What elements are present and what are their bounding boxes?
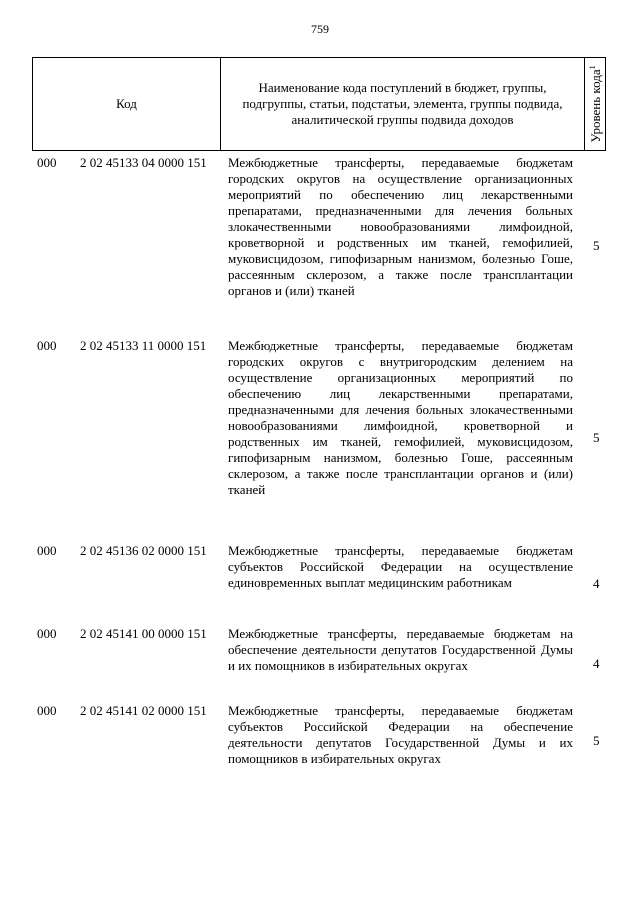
code-level: 4 xyxy=(593,576,600,591)
admin-code: 000 xyxy=(37,155,57,170)
admin-code: 000 xyxy=(37,703,57,718)
code-level: 5 xyxy=(593,430,600,445)
admin-code: 000 xyxy=(37,338,57,353)
header-level xyxy=(585,58,607,150)
admin-code: 000 xyxy=(37,543,57,558)
admin-code: 000 xyxy=(37,626,57,641)
income-code: 2 02 45133 04 0000 151 xyxy=(80,155,207,170)
income-code: 2 02 45133 11 0000 151 xyxy=(80,338,207,353)
header-level-text: Уровень кода xyxy=(588,69,604,143)
header-name: Наименование кода поступлений в бюджет, группы, подгруппы, статьи, подстатьи, элемента, группы подвида, аналитической группы подвида доходов xyxy=(221,58,585,150)
income-name: Межбюджетные трансферты, передаваемые бюджетам городских округов на осуществление организационных мероприятий по обеспечению лиц лекарственными препаратами, предназначенными для лечения больных злокачественными новообразованиями лимфоидной, кроветворной и родственных им тканей, гемофилией, муковисцидозом, гипофизарным нанизмом, болезнью Гоше, рассеянным склерозом, а также после трансплантации органов и (или) тканей xyxy=(228,155,573,298)
code-level: 5 xyxy=(593,238,600,253)
header-level-label xyxy=(588,65,604,142)
income-code: 2 02 45141 00 0000 151 xyxy=(80,626,207,641)
page-number: 759 xyxy=(311,22,329,36)
income-name: Межбюджетные трансферты, передаваемые бюджетам на обеспечение деятельности депутатов Государственной Думы и их помощников в избирательных округах xyxy=(228,626,573,673)
income-code: 2 02 45136 02 0000 151 xyxy=(80,543,207,558)
income-name: Межбюджетные трансферты, передаваемые бюджетам субъектов Российской Федерации на обеспечение деятельности депутатов Государственной Думы и их помощников в избирательных округах xyxy=(228,703,573,766)
code-level: 4 xyxy=(593,656,600,671)
income-name: Межбюджетные трансферты, передаваемые бюджетам субъектов Российской Федерации на осуществление единовременных выплат медицинским работникам xyxy=(228,543,573,590)
table-header xyxy=(32,57,606,151)
header-code: Код xyxy=(33,58,221,150)
footnote-mark: 1 xyxy=(587,65,597,70)
code-level: 5 xyxy=(593,733,600,748)
income-code: 2 02 45141 02 0000 151 xyxy=(80,703,207,718)
income-name: Межбюджетные трансферты, передаваемые бюджетам городских округов с внутригородским делением на осуществление организационных мероприятий по обеспечению лиц лекарственными препаратами, предназначенными для лечения больных злокачественными новообразованиями лимфоидной, кроветворной и родственных им тканей, гемофилией, муковисцидозом, гипофизарным нанизмом, болезнью Гоше, рассеянным склерозом, а также после трансплантации органов и (или) тканей xyxy=(228,338,573,497)
